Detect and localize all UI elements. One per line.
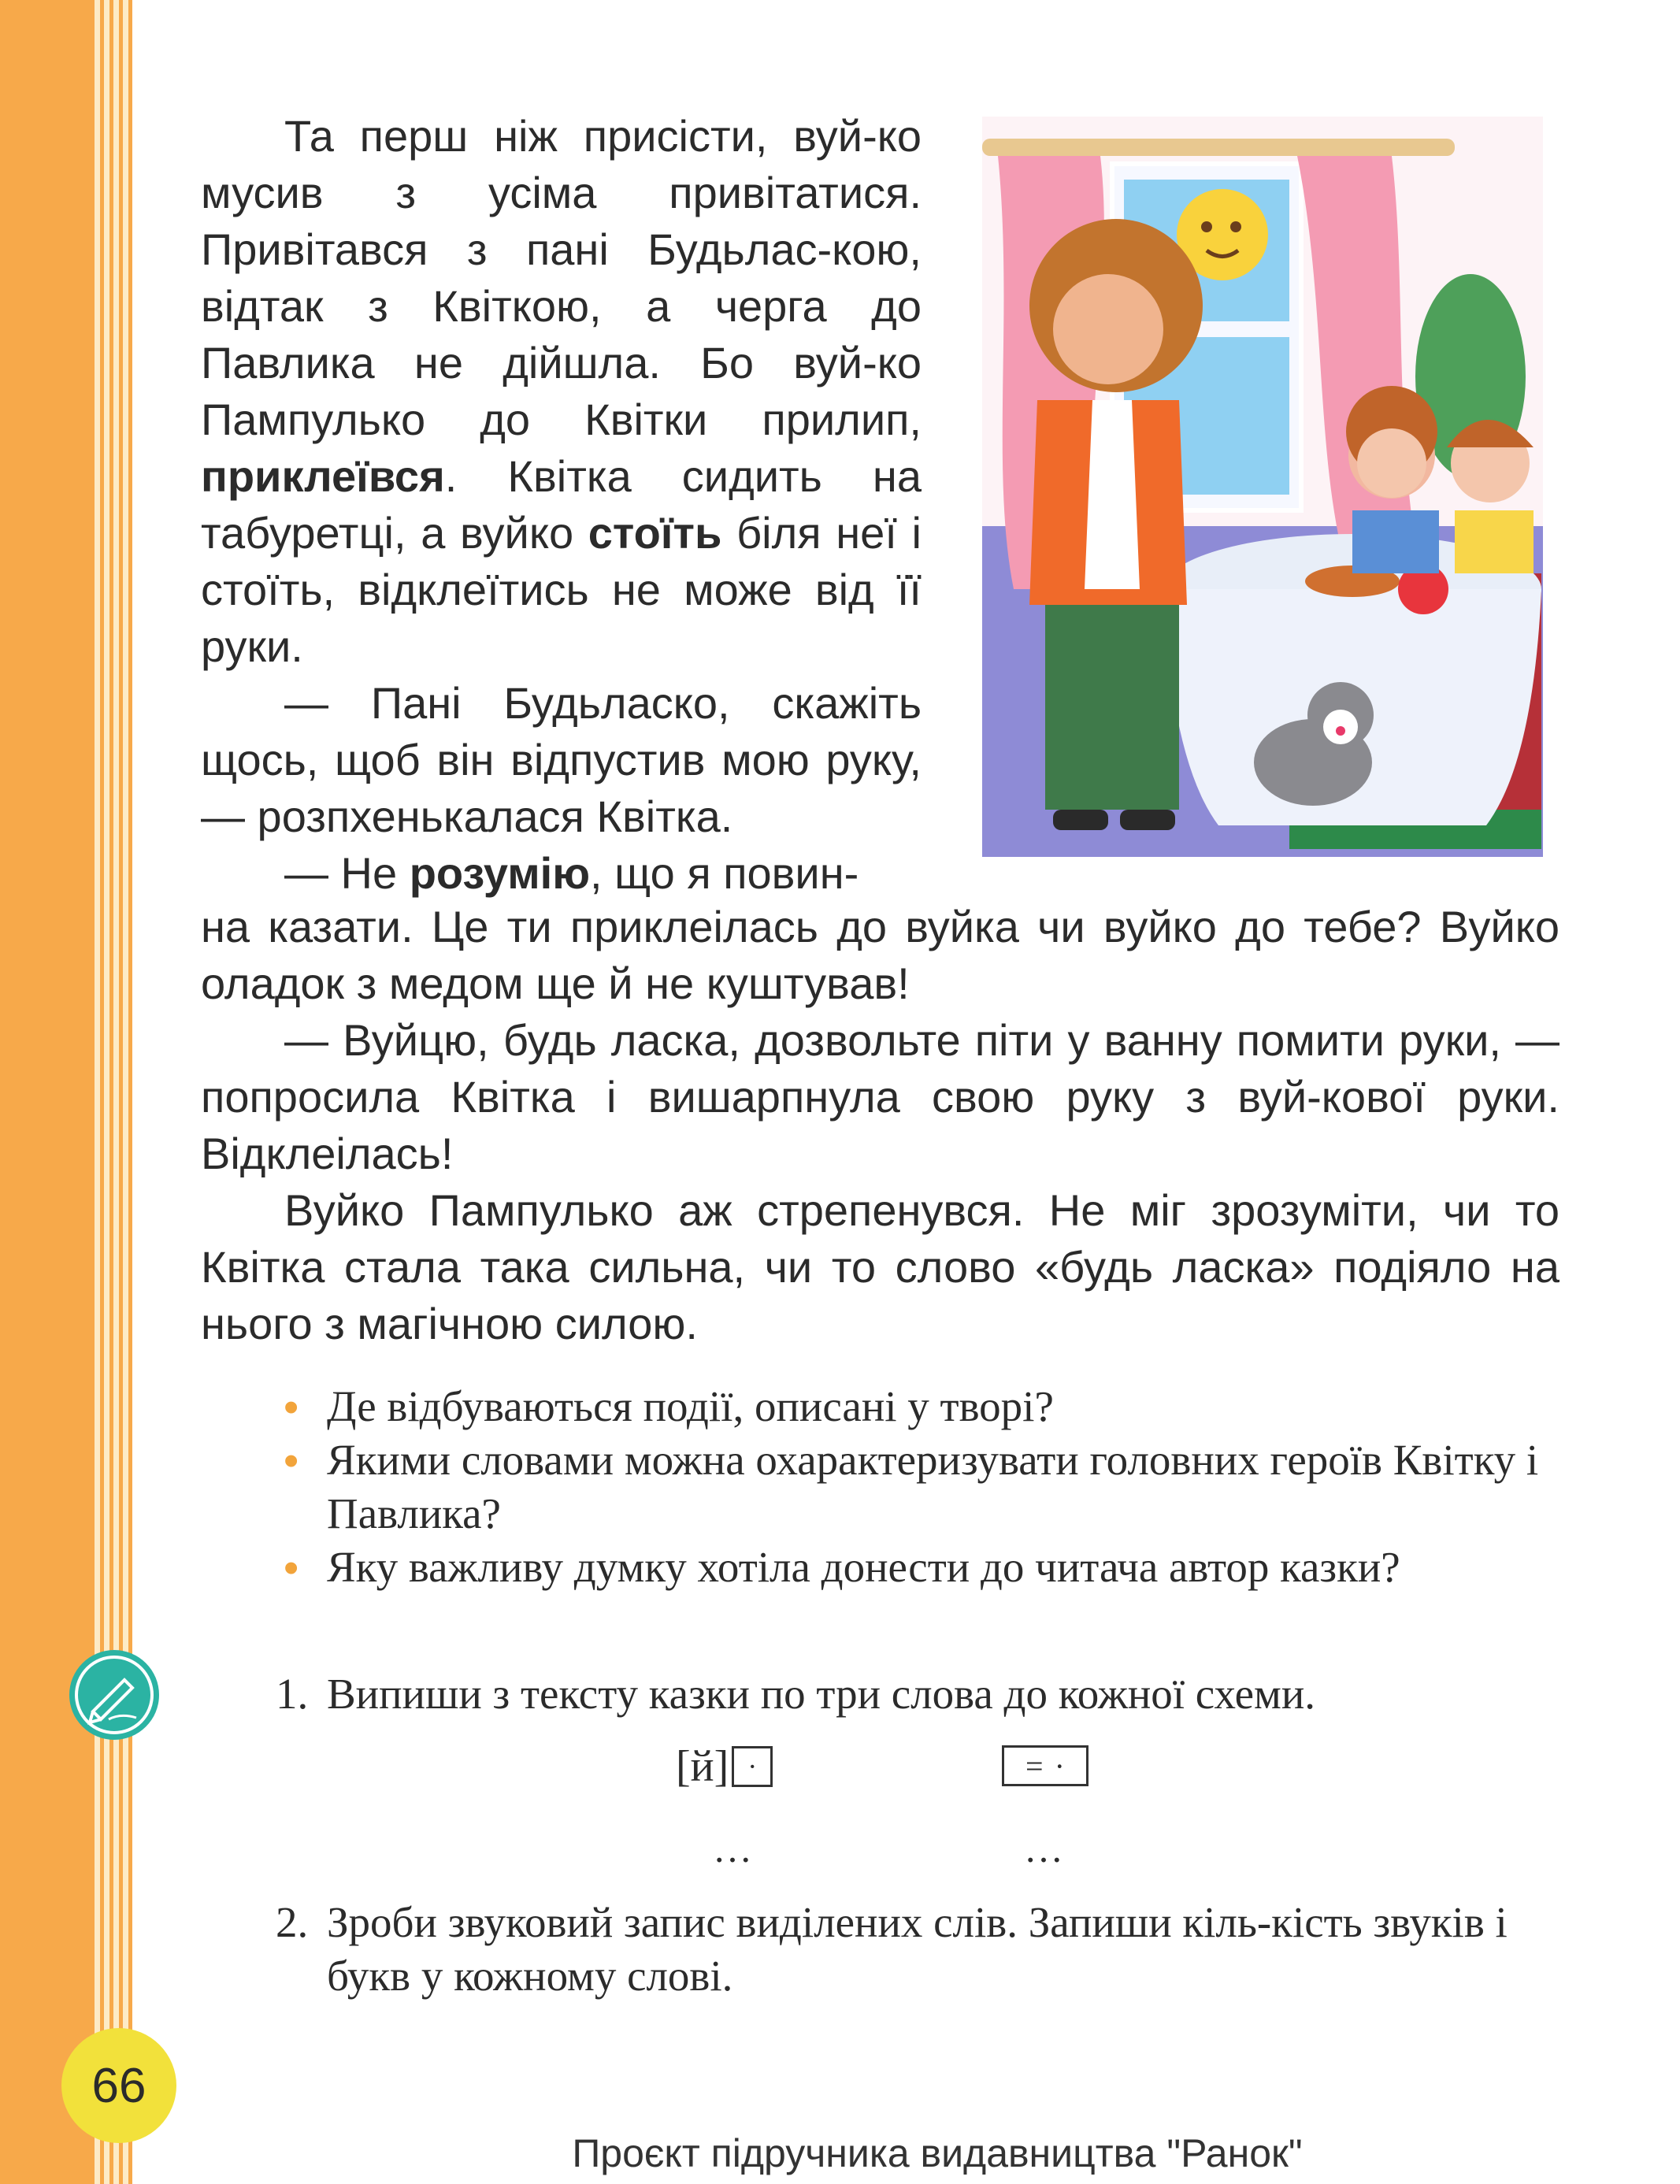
highlighted-word: стоїть (588, 508, 722, 558)
bullet-dot-icon: • (284, 1382, 299, 1431)
scheme-1 (676, 1743, 773, 1790)
task-1 (276, 1667, 1559, 1721)
band-stripe (113, 0, 119, 2184)
left-decorative-band (0, 0, 132, 2184)
task-text: Зроби звуковий запис виділених слів. Запиши кіль-кість звуків і букв у кожному слові. (327, 1898, 1508, 2000)
story-illustration (982, 117, 1543, 857)
publisher-footer: Проєкт підручника видавництва "Ранок" (572, 2131, 1303, 2175)
scheme-letter-box: · (732, 1746, 773, 1787)
story-paragraph-3 (201, 845, 922, 902)
band-stripe (95, 0, 100, 2184)
story-continuation (201, 899, 1559, 1352)
task-number: 2. (276, 1898, 309, 1946)
task-number: 1. (276, 1670, 309, 1718)
scheme-1-answer-placeholder: … (713, 1826, 752, 1871)
story-text: . Квітка сидить на табуретці, а вуйко (201, 451, 922, 558)
story-paragraph-6: Вуйко Пампулько аж стрепенувся. Не міг зрозуміти, чи то Квітка стала така сильна, чи то слово «будь ласка» подіяло на нього з магічною силою. (201, 1185, 1559, 1348)
writing-task-pen-icon (69, 1650, 159, 1740)
discussion-questions (284, 1380, 1559, 1594)
question-item (284, 1541, 1559, 1594)
question-item (284, 1380, 1559, 1433)
page-number: 66 (61, 2028, 176, 2143)
story-paragraph-5: — Вуйцю, будь ласка, дозвольте піти у ванну помити руки, — попросила Квітка і вишарпнула свою руку з вуй-кової руки. Відклеілась! (201, 1015, 1559, 1178)
story-text: Та перш ніж присісти, вуй-ко мусив з усіма привітатися. Привітався з пані Будьлас-кою, відтак з Квіткою, а черга до Павлика не дійшла. Бо вуй-ко Пампулько до Квітки прилип, (201, 111, 922, 444)
bullet-dot-icon: • (284, 1436, 299, 1485)
story-paragraph-1 (201, 108, 922, 675)
question-text: Якими словами можна охарактеризувати головних героїв Квітку і Павлика? (327, 1436, 1539, 1537)
scheme-2-answer-placeholder: … (1024, 1826, 1063, 1871)
question-text: Яку важливу думку хотіла донести до читача автор казки? (327, 1543, 1400, 1591)
task-2 (276, 1896, 1559, 2003)
task-text: Випиши з тексту казки по три слова до кожної схеми. (327, 1670, 1316, 1718)
band-stripe (104, 0, 109, 2184)
question-text: Де відбуваються події, описані у творі? (327, 1382, 1054, 1430)
highlighted-word: приклеївся (201, 451, 445, 501)
story-paragraph-2: — Пані Будьласко, скажіть щось, щоб він відпустив мою руку, — розпхенькалася Квітка. (201, 678, 922, 841)
story-paragraph-4: на казати. Це ти приклеілась до вуйка чи вуйко до тебе? Вуйко оладок з медом ще й не куштував! (201, 902, 1559, 1008)
story-text: , що я повин- (590, 848, 859, 898)
scheme-equals-sign: = (1025, 1748, 1044, 1784)
question-item (284, 1433, 1559, 1541)
scheme-sound-label: [й] (676, 1742, 729, 1791)
story-column (201, 108, 922, 902)
scheme-dot: · (1054, 1748, 1065, 1784)
story-text: біля неї і стоїть, відклеїтись не може від її руки. (201, 508, 922, 671)
bullet-dot-icon: • (284, 1543, 299, 1592)
story-text: — Не (284, 848, 410, 898)
band-stripe (123, 0, 128, 2184)
scheme-2 (1002, 1745, 1088, 1786)
highlighted-word: розумію (409, 848, 591, 898)
